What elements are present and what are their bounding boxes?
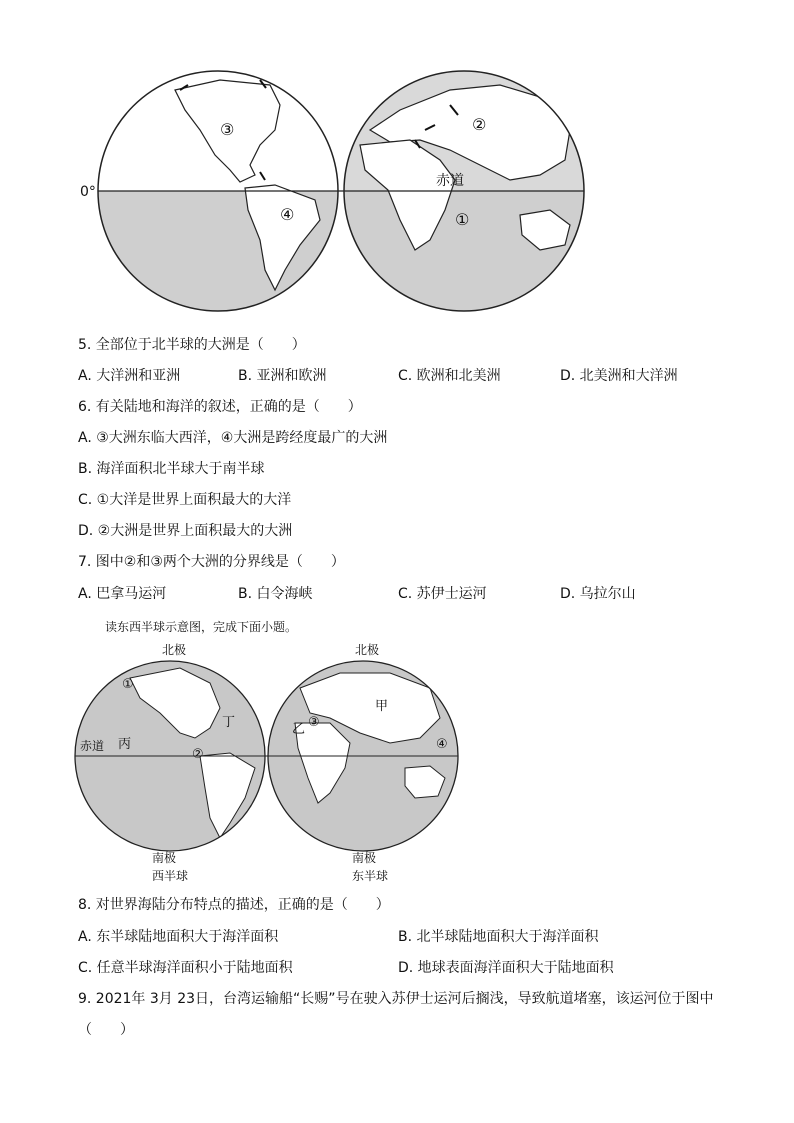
map2-mark-2: ② [192,747,204,762]
map2-label-yi: 乙 [292,722,306,737]
map2-mark-4: ④ [436,737,448,752]
q9-stem: 9. 2021年 3月 23日，台湾运输船“长赐”号在驶入苏伊士运河后搁浅，导致航道堵塞，该运河位于图中 [78,991,714,1007]
map2-west-label: 西半球 [152,869,189,883]
q5-option-c[interactable]: C. 欧洲和北美洲 [398,368,501,384]
q7-stem: 7. 图中②和③两个大洲的分界线是（ ） [78,554,345,570]
q8-option-a[interactable]: A. 东半球陆地面积大于海洋面积 [78,929,279,945]
map1-marker-3: ③ [220,120,235,139]
q5-option-b[interactable]: B. 亚洲和欧洲 [238,368,327,384]
q8-option-d[interactable]: D. 地球表面海洋面积大于陆地面积 [398,960,614,976]
q7-option-c[interactable]: C. 苏伊士运河 [398,586,487,602]
hemisphere-map-1 [70,70,600,320]
q6-option-b[interactable]: B. 海洋面积北半球大于南半球 [78,461,265,477]
hemisphere-map-2 [70,638,470,888]
map1-marker-4: ④ [280,205,295,224]
map2-south-pole-west: 南极 [152,851,177,865]
q5-option-d[interactable]: D. 北美洲和大洋洲 [560,368,678,384]
map1-equator-label: 赤道 [436,173,464,189]
q5-stem: 5. 全部位于北半球的大洲是（ ） [78,337,306,353]
q6-stem: 6. 有关陆地和海洋的叙述，正确的是（ ） [78,399,362,415]
q8-option-c[interactable]: C. 任意半球海洋面积小于陆地面积 [78,960,293,976]
map2-equator-label: 赤道 [80,739,105,753]
map2-label-ding: 丁 [222,715,236,730]
map1-marker-1: ① [455,210,470,229]
q5-option-a[interactable]: A. 大洋洲和亚洲 [78,368,181,384]
q7-option-a[interactable]: A. 巴拿马运河 [78,586,167,602]
map2-north-pole-west: 北极 [162,643,187,657]
q8-option-b[interactable]: B. 北半球陆地面积大于海洋面积 [398,929,599,945]
map1-marker-2: ② [472,115,487,134]
map2-label-bing: 丙 [118,737,132,752]
q8-stem: 8. 对世界海陆分布特点的描述，正确的是（ ） [78,897,390,913]
map2-south-pole-east: 南极 [352,851,377,865]
q6-option-a[interactable]: A. ③大洲东临大西洋，④大洲是跨经度最广的大洲 [78,430,388,446]
map1-zero-label: 0° [80,184,96,200]
q7-option-d[interactable]: D. 乌拉尔山 [560,586,636,602]
map2-north-pole-east: 北极 [355,643,380,657]
q9-paren: （ ） [78,1022,134,1038]
q6-option-c[interactable]: C. ①大洋是世界上面积最大的大洋 [78,492,292,508]
q6-option-d[interactable]: D. ②大洲是世界上面积最大的大洲 [78,523,293,539]
map2-mark-3: ③ [308,715,320,730]
intro-text-2: 读东西半球示意图，完成下面小题。 [105,620,298,634]
map2-east-label: 东半球 [352,869,389,883]
map2-mark-1: ① [122,677,134,692]
map2-label-jia: 甲 [375,699,389,714]
q7-option-b[interactable]: B. 白令海峡 [238,586,313,602]
